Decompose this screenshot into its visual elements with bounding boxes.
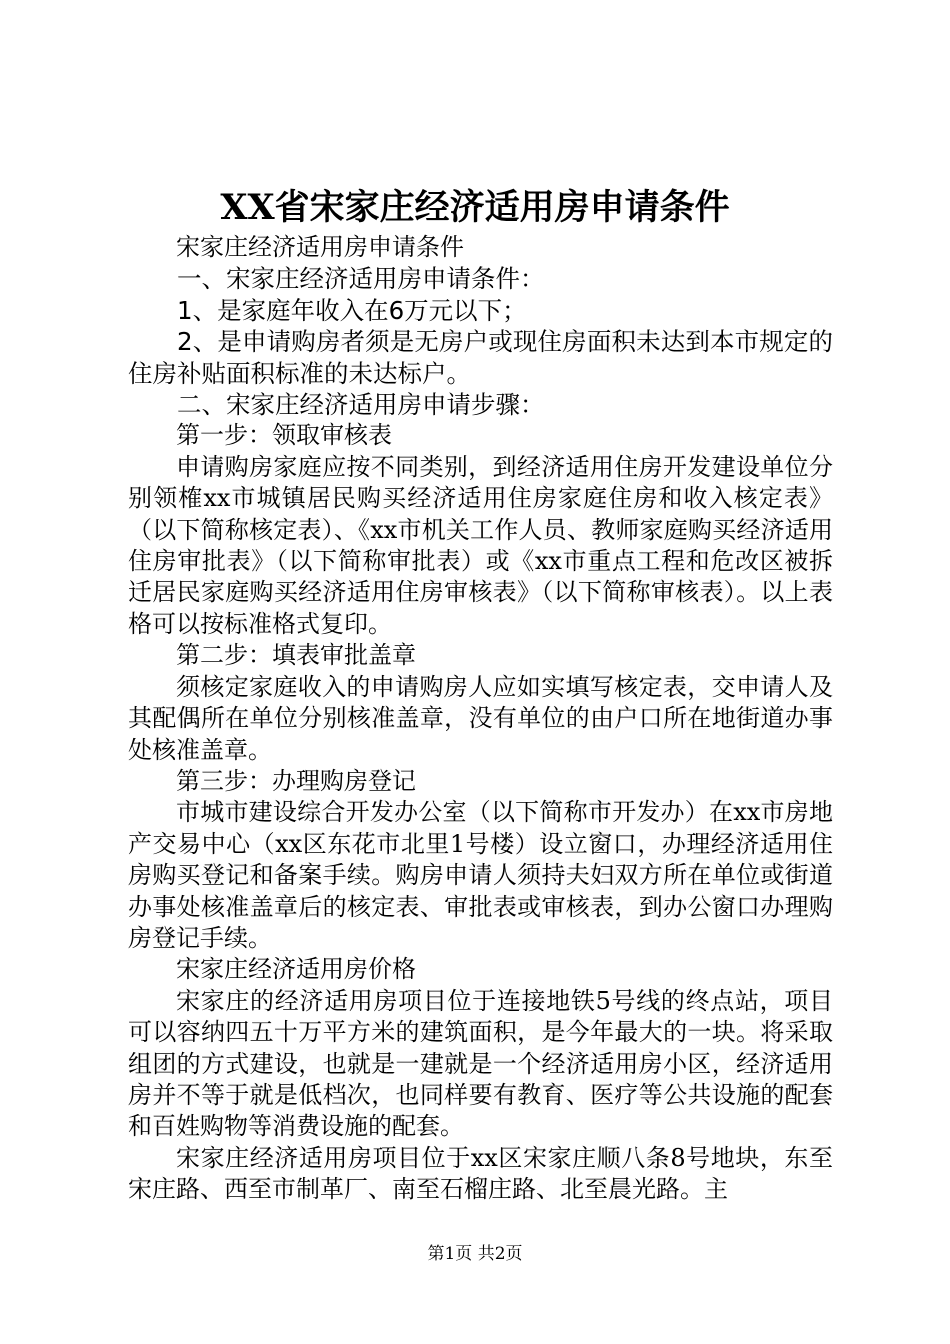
paragraph-condition-2: 2、是申请购房者须是无房户或现住房面积未达到本市规定的住房补贴面积标准的未达标户。 — [128, 327, 833, 388]
paragraph-step-3-body: 市城市建设综合开发办公室（以下简称市开发办）在xx市房地产交易中心（xx区东花市北里1号楼）设立窗口，办理经济适用住房购买登记和备案手续。购房申请人须持夫妇双方所在单位或街道办事处核准盖章后的核定表、审批表或审核表，到办公窗口办理购房登记手续。 — [128, 798, 833, 952]
paragraph-section-conditions: 一、宋家庄经济适用房申请条件： — [177, 264, 545, 294]
paragraph-price-body: 宋家庄的经济适用房项目位于连接地铁5号线的终点站，项目可以容纳四五十万平方米的建筑面积，是今年最大的一块。将采取组团的方式建设，也就是一建就是一个经济适用房小区，经济适用房并不等于就是低档次，也同样要有教育、医疗等公共设施的配套和百姓购物等消费设施的配套。 — [128, 986, 833, 1141]
page-footer: 第1页 共2页 — [427, 1244, 523, 1264]
paragraph-step-3-heading: 第三步：办理购房登记 — [176, 766, 416, 795]
paragraph-location-body: 宋家庄经济适用房项目位于xx区宋家庄顺八条8号地块，东至宋庄路、西至市制革厂、南至石榴庄路、北至晨光路。主 — [128, 1143, 833, 1204]
paragraph-price-heading: 宋家庄经济适用房价格 — [176, 955, 416, 984]
paragraph-step-2-body: 须核定家庭收入的申请购房人应如实填写核定表，交申请人及其配偶所在单位分别核准盖章，没有单位的由户口所在地街道办事处核准盖章。 — [128, 672, 833, 764]
document-body — [128, 232, 833, 1206]
paragraph-condition-1: 1、是家庭年收入在6万元以下； — [177, 295, 527, 325]
page-title: XX省宋家庄经济适用房申请条件 — [220, 187, 730, 228]
paragraph-section-steps: 二、宋家庄经济适用房申请步骤： — [177, 390, 545, 420]
paragraph-step-1-body: 申请购房家庭应按不同类别，到经济适用住房开发建设单位分别领榷xx市城镇居民购买经济适用住房家庭住房和收入核定表》（以下简称核定表）、《xx市机关工作人员、教师家庭购买经济适用住房审批表》（以下简称审批表）或《xx市重点工程和危改区被拆迁居民家庭购买经济适用住房审核表》（以下简称审核表）。以上表格可以按标准格式复印。 — [128, 452, 833, 638]
paragraph-subtitle: 宋家庄经济适用房申请条件 — [176, 233, 464, 261]
paragraph-step-2-heading: 第二步：填表审批盖章 — [176, 641, 416, 670]
paragraph-step-1-heading: 第一步：领取审核表 — [176, 421, 392, 450]
